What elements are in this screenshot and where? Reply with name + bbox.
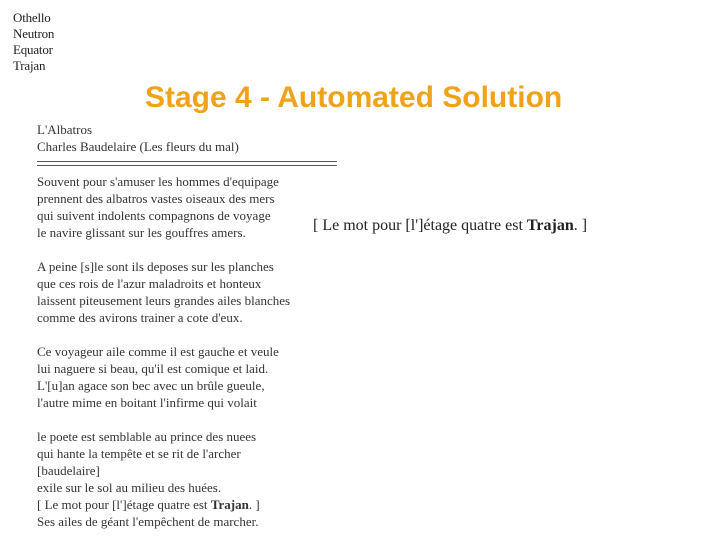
- poem-block: [37, 121, 337, 530]
- poem-line: le poete est semblable au prince des nuees: [37, 429, 257, 444]
- word-list-item: Equator: [13, 42, 53, 57]
- stanza-spacer: [37, 326, 337, 343]
- poem-line: Ce voyageur aile comme il est gauche et veule: [37, 344, 279, 359]
- stanza-3: [37, 343, 337, 411]
- answer-word: Trajan: [526, 217, 574, 234]
- stanza-1: [37, 173, 337, 241]
- poem-heading: L'Albatros: [37, 122, 93, 137]
- poem-line: L'[u]an agace son bec avec un brûle gueule,: [37, 378, 265, 393]
- stanza-2: [37, 258, 337, 326]
- answer-suffix: . ]: [573, 217, 588, 234]
- word-list-item: Othello: [13, 10, 51, 25]
- stanza-4: [37, 428, 337, 530]
- poem-line: qui hante la tempête et se rit de l'archer: [37, 446, 241, 461]
- poem-line: le navire glissant sur les gouffres amers.: [37, 225, 246, 240]
- page-title: Stage 4 - Automated Solution: [145, 81, 563, 114]
- stanza-spacer: [37, 241, 337, 258]
- poem-line: exile sur le sol au milieu des huées.: [37, 480, 222, 495]
- answer-statement: [313, 216, 587, 236]
- poem-line: lui naguere si beau, qu'il est comique et laid.: [37, 361, 269, 376]
- stanza-spacer: [37, 411, 337, 428]
- inline-answer-suffix: . ]: [248, 497, 260, 512]
- poem-line: A peine [s]le sont ils deposes sur les planches: [37, 259, 274, 274]
- poem-line: Ses ailes de géant l'empêchent de marcher.: [37, 514, 259, 529]
- poem-line: prennent des albatros vastes oiseaux des mers: [37, 191, 275, 206]
- inline-answer-prefix: [ Le mot pour [l']étage quatre est: [37, 497, 211, 512]
- poem-inline-answer: [37, 496, 337, 513]
- double-divider: [37, 161, 337, 166]
- poem-line: l'autre mime en boitant l'infirme qui volait: [37, 395, 257, 410]
- poem-line: [baudelaire]: [37, 463, 100, 478]
- poem-line: comme des avirons trainer a cote d'eux.: [37, 310, 243, 325]
- poem-line: Souvent pour s'amuser les hommes d'equipage: [37, 174, 279, 189]
- answer-prefix: [ Le mot pour [l']étage quatre est: [313, 217, 527, 234]
- word-list-item: Neutron: [13, 26, 55, 41]
- word-list-item: Trajan: [13, 58, 46, 73]
- poem-line: que ces rois de l'azur maladroits et honteux: [37, 276, 262, 291]
- word-list: [13, 10, 54, 74]
- poem-line: qui suivent indolents compagnons de voyage: [37, 208, 271, 223]
- inline-answer-word: Trajan: [210, 497, 249, 512]
- poem-line: laissent piteusement leurs grandes ailes blanches: [37, 293, 291, 308]
- poem-author: Charles Baudelaire (Les fleurs du mal): [37, 139, 239, 154]
